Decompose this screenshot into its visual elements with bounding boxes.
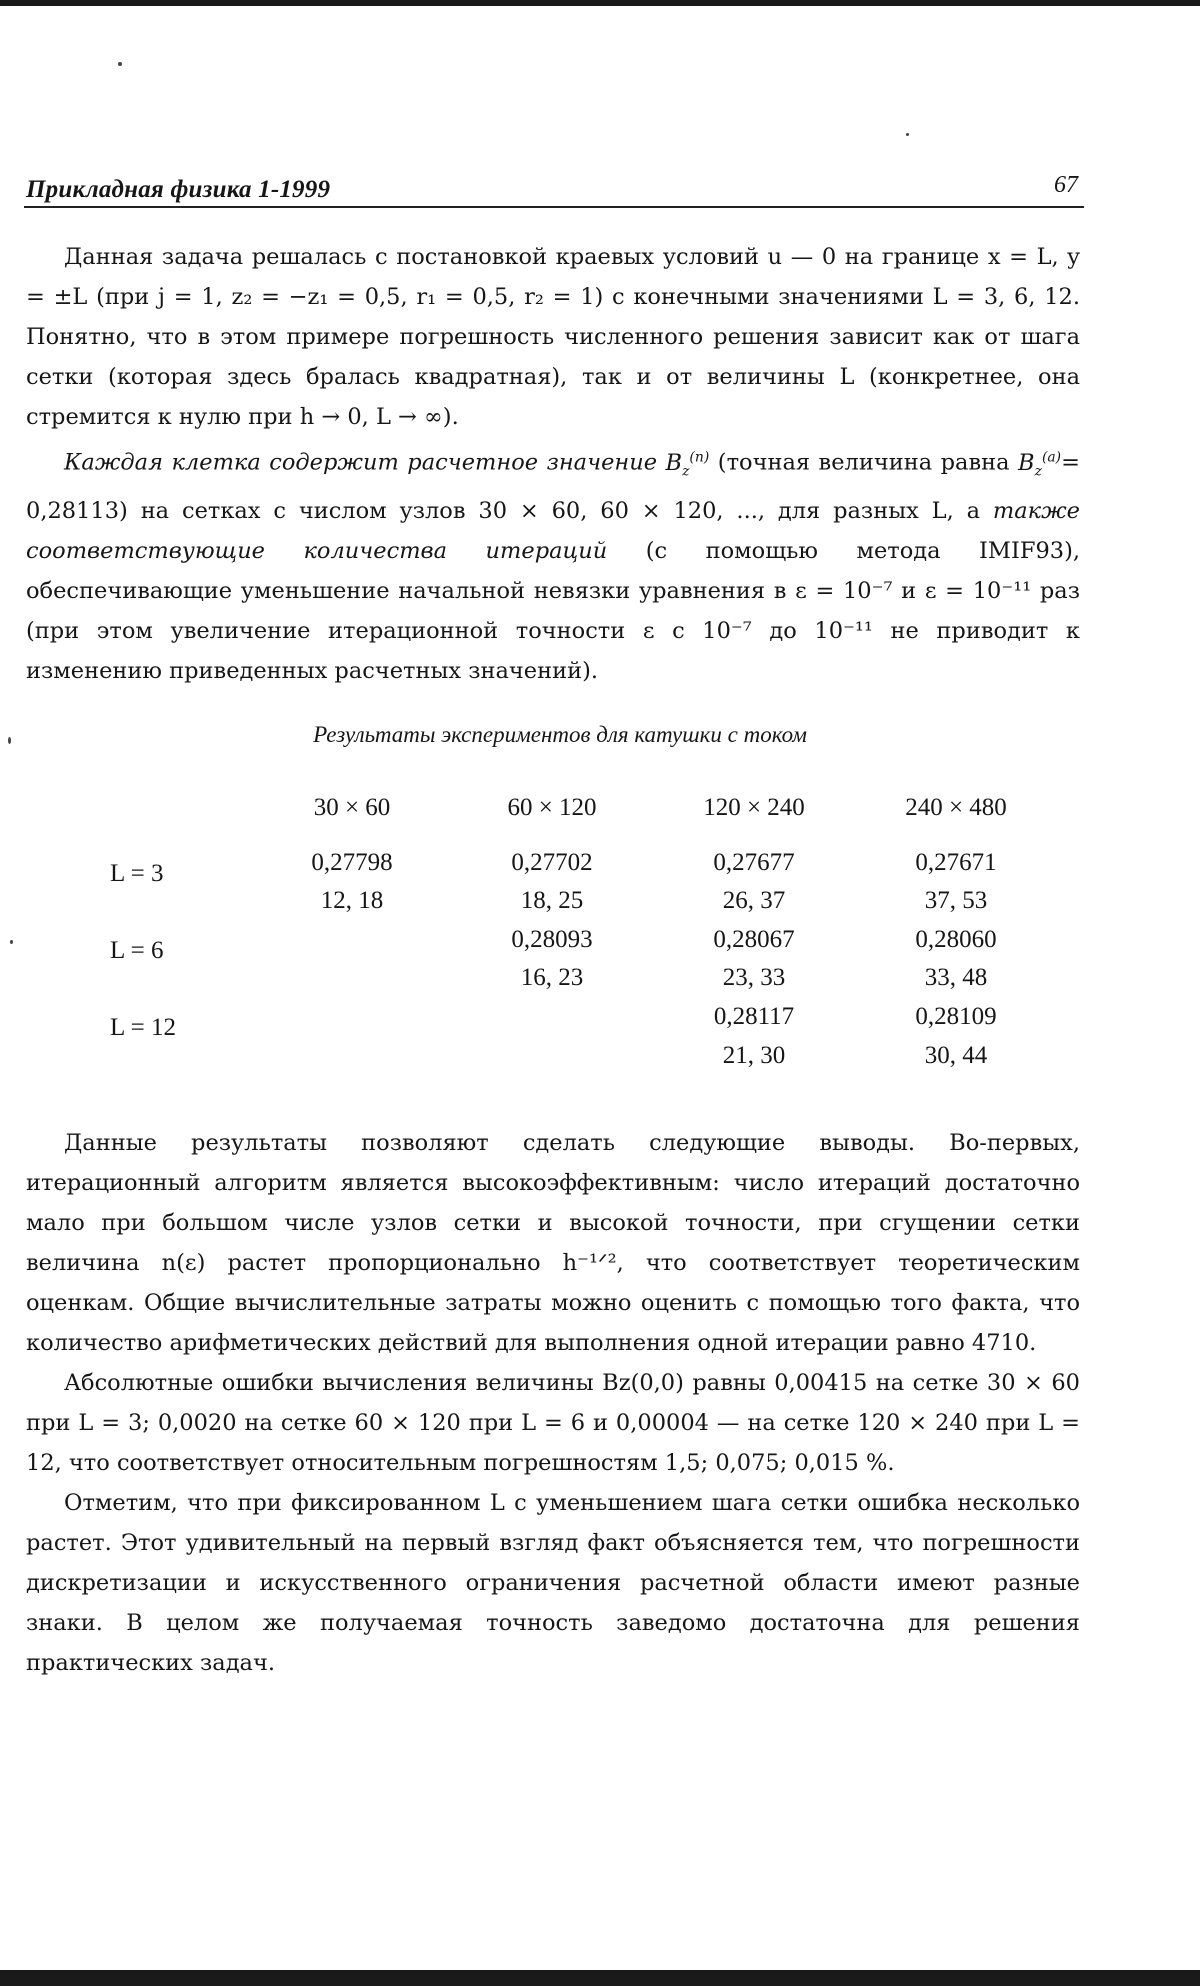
table-cell-value: 0,27677 [713, 849, 795, 876]
column-header: 120 × 240 [703, 794, 805, 821]
running-header [24, 172, 1084, 208]
table-cell-iterations: 21, 30 [722, 1042, 786, 1069]
paragraph-table-description [26, 437, 1080, 691]
row-label: L = 6 [110, 937, 164, 964]
scan-speck [118, 62, 122, 66]
table-cell-value: 0,27798 [311, 849, 393, 876]
table-cell-value: 0,27702 [511, 849, 593, 876]
body-text-bottom [26, 1123, 1080, 1683]
table-cell-iterations: 18, 25 [520, 887, 584, 914]
scan-speck [906, 133, 909, 136]
column-header: 60 × 120 [507, 794, 597, 821]
journal-title: Прикладная физика 1-1999 [26, 176, 331, 203]
italic-phrase-cell: Каждая клетка содержит расчетное значение [64, 449, 658, 476]
table-cell-iterations: 26, 37 [722, 887, 786, 914]
text-exact-value: (точная величина равна [717, 449, 1010, 476]
row-label: L = 3 [110, 860, 164, 887]
text-grids: = 0,28113) на сетках с числом узлов 30 × 60, 60 × 120, ..., для разных L, а [26, 449, 1080, 524]
table-cell-iterations: 16, 23 [520, 964, 584, 991]
table-cell-value: 0,28060 [915, 926, 997, 953]
paragraph-conclusions: Данные результаты позволяют сделать следующие выводы. Во-первых, итерационный алгоритм является высокоэффективным: число итераций достаточно мало при большом числе узлов сетки и высокой точности, при сгущении сетки величина n(ε) растет пропорционально h⁻¹ᐟ², что соответствует теоретическим оценкам. Общие вычислительные затраты можно оценить с помощью того факта, что количество арифметических действий для выполнения одной итерации равно 4710. [26, 1130, 1080, 1356]
scan-border-bottom [0, 1970, 1200, 1986]
table-cell-iterations: 23, 33 [722, 964, 786, 991]
paragraph-remark: Отметим, что при фиксированном L с уменьшением шага сетки ошибка несколько растет. Этот удивительный на первый взгляд факт объясняется тем, что погрешности дискретизации и искусственного ограничения расчетной области имеют разные знаки. В целом же получаемая точность заведомо достаточна для решения практических задач. [26, 1490, 1080, 1676]
page-number: 67 [1054, 172, 1078, 198]
column-header: 30 × 60 [313, 794, 391, 821]
table-cell-value: 0,28093 [511, 926, 593, 953]
scan-border-top [0, 0, 1200, 6]
table-caption: Результаты экспериментов для катушки с током [313, 722, 807, 747]
column-header: 240 × 480 [905, 794, 1007, 821]
italic-phrase-iterations: также соответствующие количества итераций [26, 498, 1080, 564]
table-cell-iterations: 30, 44 [924, 1042, 988, 1069]
paragraph-problem-statement: Данная задача решалась с постановкой краевых условий u — 0 на границе x = L, y = ±L (при j = 1, z₂ = −z₁ = 0,5, r₁ = 0,5, r₂ = 1) с конечными значениями L = 3, 6, 12. Понятно, что в этом примере погрешность численного решения зависит как от шага сетки (которая здесь бралась квадратная), так и от величины L (конкретнее, она стремится к нулю при h → 0, L → ∞). [26, 244, 1080, 430]
paragraph-absolute-errors: Абсолютные ошибки вычисления величины Bz(0,0) равны 0,00415 на сетке 30 × 60 при L = 3; 0,0020 на сетке 60 × 120 при L = 6 и 0,00004 — на сетке 120 × 240 при L = 12, что соответствует относительным погрешностям 1,5; 0,075; 0,015 %. [26, 1370, 1080, 1476]
row-label: L = 12 [110, 1014, 176, 1041]
scan-speck [10, 940, 13, 944]
symbol-bz-n: $B_z^{(n)}$ [665, 449, 710, 479]
table-cell-value: 0,27671 [915, 849, 997, 876]
table-cell-value: 0,28109 [915, 1003, 997, 1030]
text-method: (с помощью метода IMIF93), обеспечивающие уменьшение начальной невязки уравнения в ε = 10⁻⁷ и ε = 10⁻¹¹ раз (при этом увеличение итерационной точности ε с 10⁻⁷ до 10⁻¹¹ не приводит к изменению приведенных расчетных значений). [26, 538, 1081, 684]
table-cell-iterations: 37, 53 [924, 887, 988, 914]
symbol-bz-a: $B_z^{(a)}$ [1018, 449, 1062, 479]
table-cell-value: 0,28117 [713, 1003, 795, 1030]
table-cell-value: 0,28067 [713, 926, 795, 953]
table-cell-iterations: 12, 18 [320, 887, 384, 914]
table-cell-iterations: 33, 48 [924, 964, 988, 991]
body-text-top [26, 237, 1080, 691]
